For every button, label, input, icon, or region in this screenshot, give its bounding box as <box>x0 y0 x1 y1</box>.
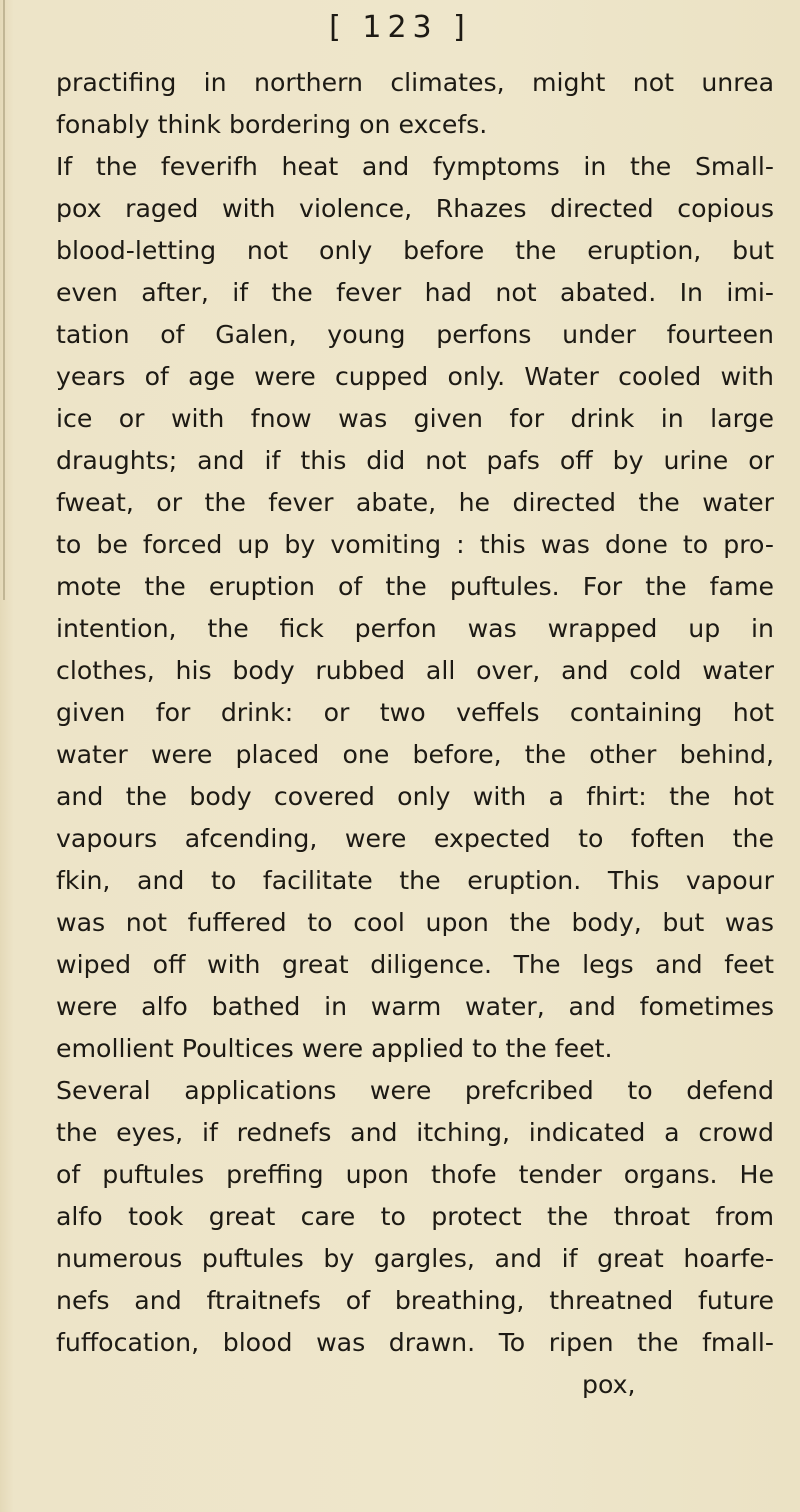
text-line: the eyes, if rednefs and itching, indicated a crowd <box>56 1118 774 1147</box>
text-line: alfo took great care to protect the throat from <box>56 1202 774 1231</box>
text-line: Several applications were prefcribed to defend <box>56 1076 774 1105</box>
text-line: and the body covered only with a fhirt: the hot <box>56 782 774 811</box>
text-line: tation of Galen, young perfons under fourteen <box>56 320 774 349</box>
text-line: emollient Poultices were applied to the feet. <box>56 1034 613 1063</box>
text-line: fweat, or the fever abate, he directed the water <box>56 488 774 517</box>
text-line: ice or with fnow was given for drink in large <box>56 404 774 433</box>
text-line: wiped off with great diligence. The legs and feet <box>56 950 774 979</box>
text-line: given for drink: or two veffels containing hot <box>56 698 774 727</box>
text-line: fuffocation, blood was drawn. To ripen the fmall- <box>56 1328 774 1357</box>
text-line: draughts; and if this did not pafs off by urine or <box>56 446 774 475</box>
text-line: blood-letting not only before the eruption, but <box>56 236 774 265</box>
page-number: [ 123 ] <box>329 10 471 45</box>
text-line: practifing in northern climates, might not unrea <box>56 68 774 97</box>
text-line: years of age were cupped only. Water cooled with <box>56 362 774 391</box>
text-line: of puftules preffing upon thofe tender organs. He <box>56 1160 774 1189</box>
text-line: intention, the fick perfon was wrapped up in <box>56 614 774 643</box>
catchword: pox, <box>582 1370 636 1399</box>
text-line: mote the eruption of the puftules. For the fame <box>56 572 774 601</box>
body-text <box>56 62 774 1406</box>
text-line: numerous puftules by gargles, and if great hoarfe- <box>56 1244 774 1273</box>
text-line: were alfo bathed in warm water, and fometimes <box>56 992 774 1021</box>
text-line: to be forced up by vomiting : this was done to pro- <box>56 530 774 559</box>
text-line: nefs and ftraitnefs of breathing, threatned future <box>56 1286 774 1315</box>
text-line: clothes, his body rubbed all over, and cold water <box>56 656 774 685</box>
text-line: was not fuffered to cool upon the body, but was <box>56 908 774 937</box>
text-line: If the feverifh heat and fymptoms in the Small- <box>56 152 774 181</box>
text-line: fonably think bordering on excefs. <box>56 110 488 139</box>
text-line: fkin, and to facilitate the eruption. This vapour <box>56 866 774 895</box>
text-line: vapours afcending, were expected to foften the <box>56 824 774 853</box>
text-line: even after, if the fever had not abated. In imi- <box>56 278 774 307</box>
text-line: water were placed one before, the other behind, <box>56 740 774 769</box>
text-line: pox raged with violence, Rhazes directed copious <box>56 194 774 223</box>
gutter-shadow <box>3 0 5 600</box>
